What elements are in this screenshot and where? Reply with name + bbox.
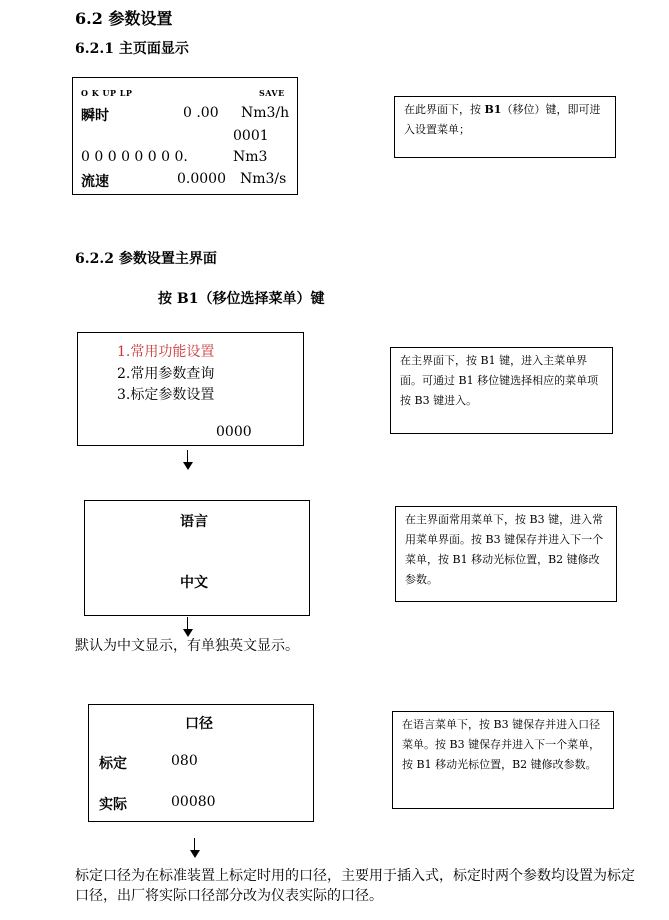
save-indicator: SAVE [259,88,285,98]
total-unit: Nm3 [233,149,268,165]
instant-value: 0 .00 [183,105,219,121]
calibrated-label: 标定 [99,756,127,772]
note-text-before: 在此界面下，按 [404,103,485,116]
velocity-unit: Nm3/s [240,171,287,187]
subsection-title-main-page: 6.2.1 主页面显示 [75,41,189,57]
status-indicators: O K UP LP [81,88,133,98]
section-title: 6.2 参数设置 [75,9,173,28]
language-title: 语言 [180,514,208,530]
velocity-value: 0.0000 [177,171,226,187]
down-arrow-icon [190,838,200,858]
key-b1-hint: B1 [176,291,199,307]
subsection-title-param-menu: 6.2.2 参数设置主界面 [75,251,217,267]
down-arrow-icon [183,450,193,470]
press-hint-after: （移位选择菜单）键 [198,291,325,307]
velocity-label: 流速 [81,174,109,190]
down-arrow-icon [183,617,193,637]
language-screen [84,500,310,616]
press-hint-before: 按 [158,291,177,307]
calibrated-value: 080 [171,753,198,769]
language-value: 中文 [180,575,208,591]
main-menu-note: 在主界面下，按 B1 键，进入主菜单界面。可通过 B1 移位键选择相应的菜单项按 B3 键进入。 [390,347,613,434]
actual-label: 实际 [99,797,127,813]
language-note: 在主界面常用菜单下，按 B3 键，进入常用菜单界面。按 B3 键保存并进入下一个菜单，按 B1 移动光标位置，B2 键修改参数。 [395,506,617,602]
caliber-title: 口径 [185,716,213,732]
caliber-screen [88,704,314,822]
display-code: 0001 [233,128,269,144]
menu-item-common-settings: 1.常用功能设置 [117,344,215,360]
instant-unit: Nm3/h [241,105,290,121]
menu-code: 0000 [216,424,252,440]
main-display-screen [72,77,298,195]
menu-item-calibration: 3.标定参数设置 [117,387,215,403]
actual-value: 00080 [171,794,216,810]
menu-item-param-query: 2.常用参数查询 [117,366,215,382]
key-b1: B1 [484,103,502,116]
total-value: 0 0 0 0 0 0 0 0. [81,149,188,165]
caliber-note: 在语言菜单下，按 B3 键保存并进入口径菜单。按 B3 键保存并进入下一个菜单，按 B1 移动光标位置，B2 键修改参数。 [392,711,614,809]
instant-label: 瞬时 [81,108,109,124]
press-hint [158,288,324,308]
language-caption: 默认为中文显示，有单独英文显示。 [75,638,299,654]
main-menu-screen [77,332,304,446]
caliber-caption: 标定口径为在标准装置上标定时用的口径，主要用于插入式，标定时两个参数均设置为标定口径，出厂将实际口径部分改为仪表实际的口径。 [75,868,635,904]
note-text-after: （移位）键，即可进入设置菜单； [404,103,601,136]
main-page-note [394,96,616,158]
